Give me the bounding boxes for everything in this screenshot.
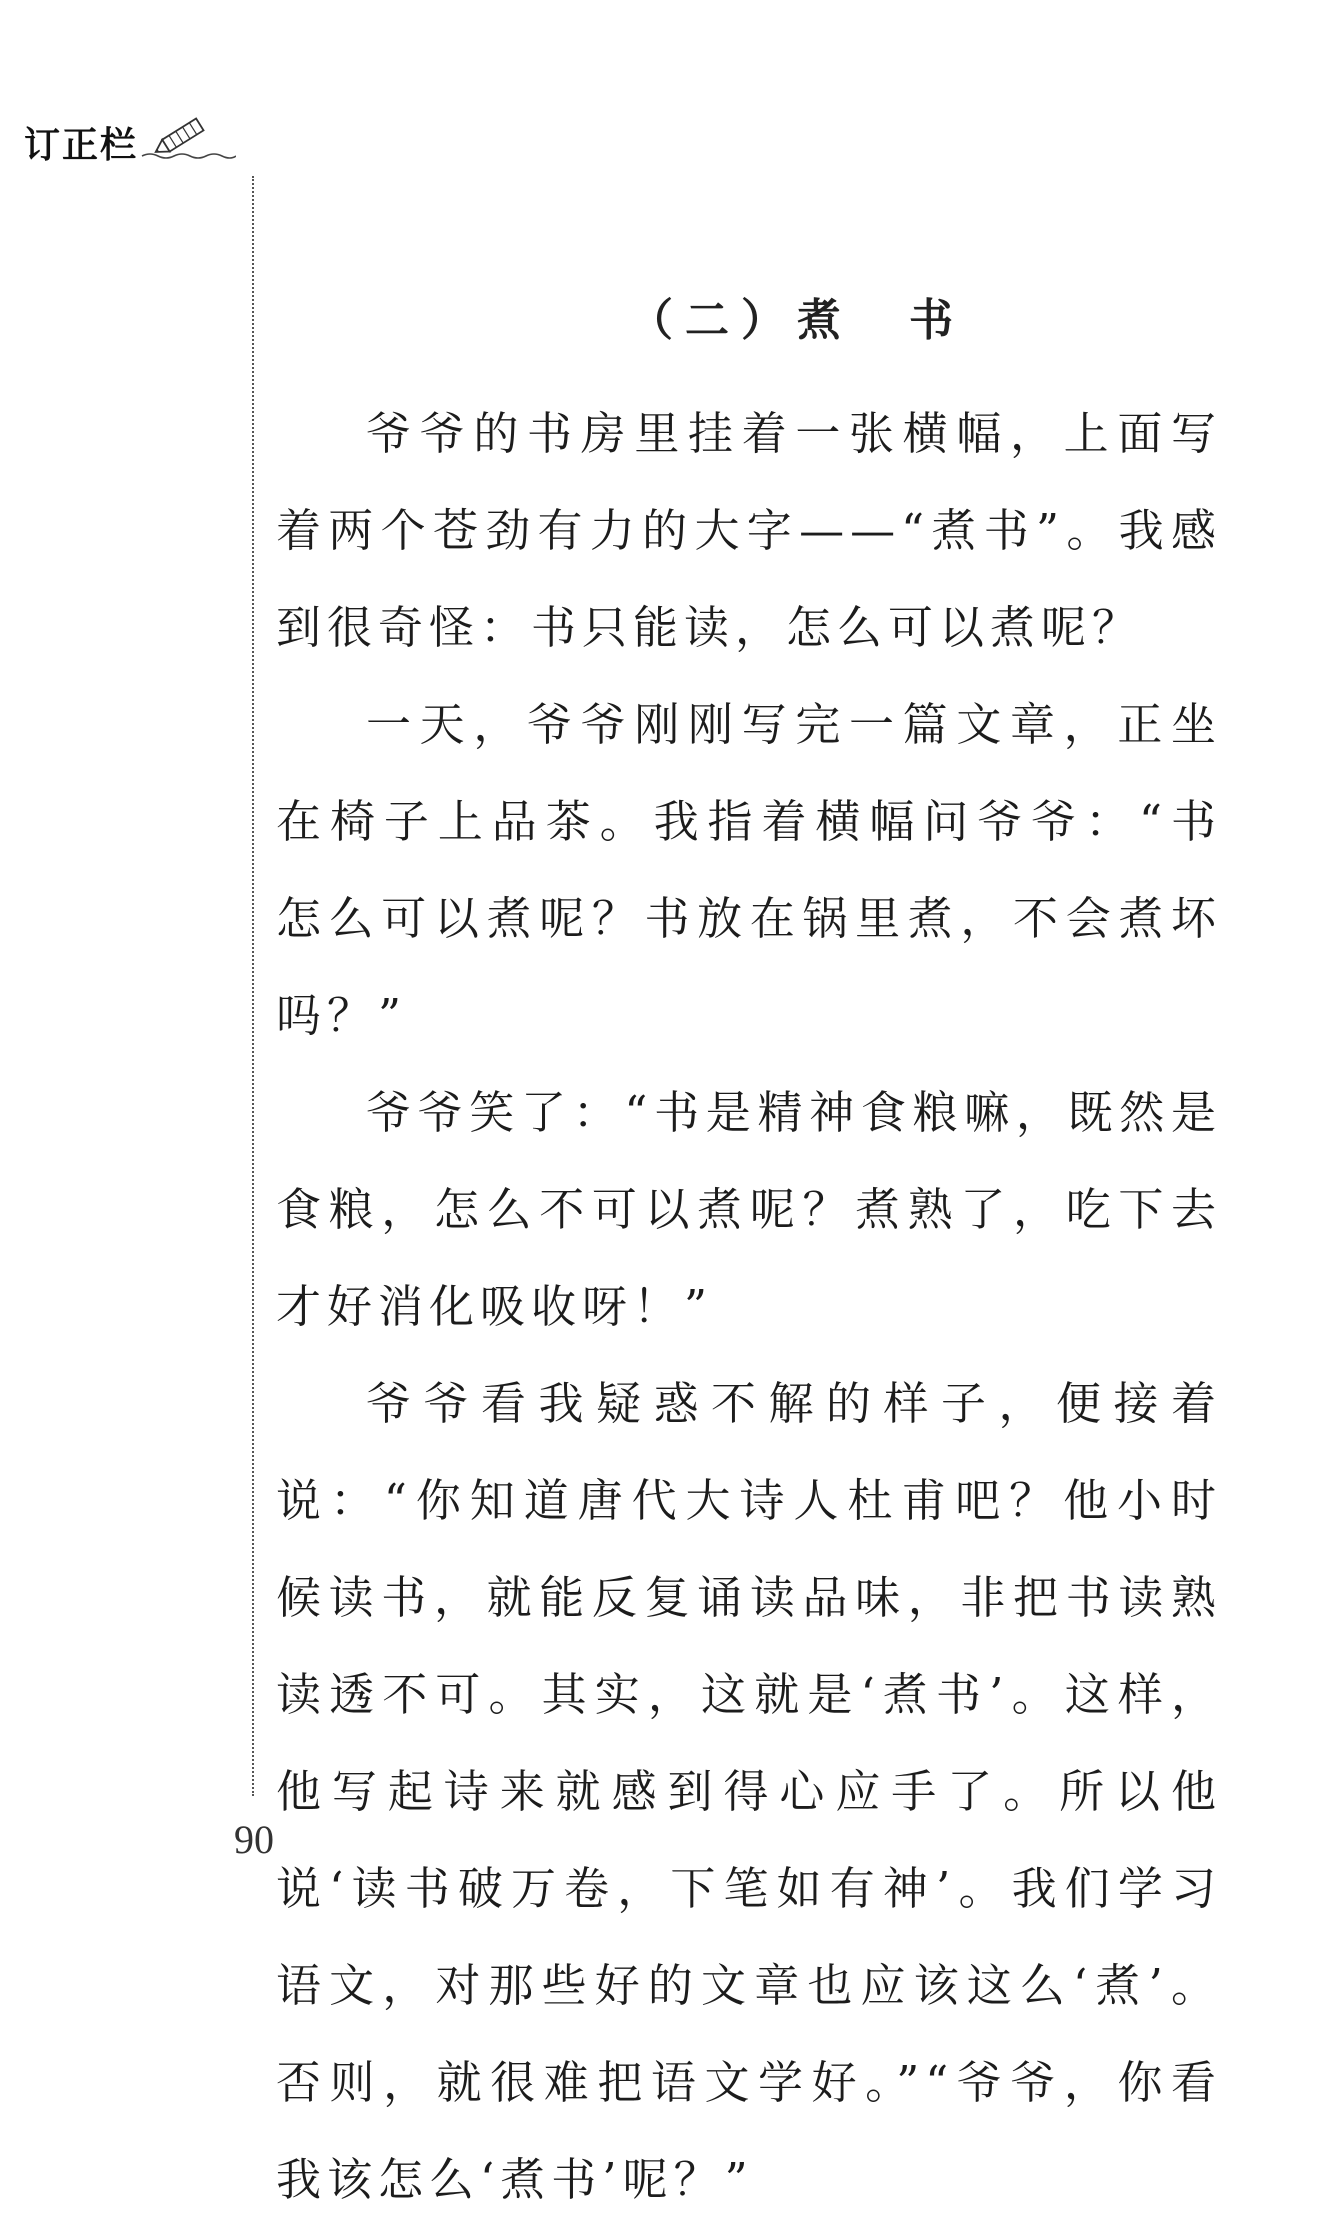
paragraph: 一天，爷爷刚刚写完一篇文章，正坐在椅子上品茶。我指着横幅问爷爷：“书怎么可以煮呢？书放在锅里煮，不会煮坏吗？”	[276, 698, 1222, 1042]
paragraph: 爷爷笑了：“书是精神食粮嘛，既然是食粮，怎么不可以煮呢？煮熟了，吃下去才好消化吸收呀！”	[276, 1086, 1222, 1333]
correction-column-label: 订正栏	[24, 125, 139, 166]
paragraph: 爷爷的书房里挂着一张横幅，上面写着两个苍劲有力的大字——“煮书”。我感到很奇怪：书只能读，怎么可以煮呢？	[276, 407, 1222, 654]
passage-title: （二）煮 书	[629, 295, 965, 347]
pencil-icon	[140, 112, 236, 164]
passage-body	[276, 385, 1222, 2228]
margin-divider	[252, 176, 254, 1796]
paragraph: 爷爷看我疑惑不解的样子，便接着说：“你知道唐代大诗人杜甫吧？他小时候读书，就能反复诵读品味，非把书读熟读透不可。其实，这就是‘煮书’。这样，他写起诗来就感到得心应手了。所以他说‘读书破万卷，下笔如有神’。我们学习语文，对那些好的文章也应该这么‘煮’。否则，就很难把语文学好。”“爷爷，你看我该怎么‘煮书’呢？”	[276, 1377, 1222, 2206]
correction-column-header	[24, 112, 236, 164]
page-number: 90	[234, 1817, 274, 1862]
